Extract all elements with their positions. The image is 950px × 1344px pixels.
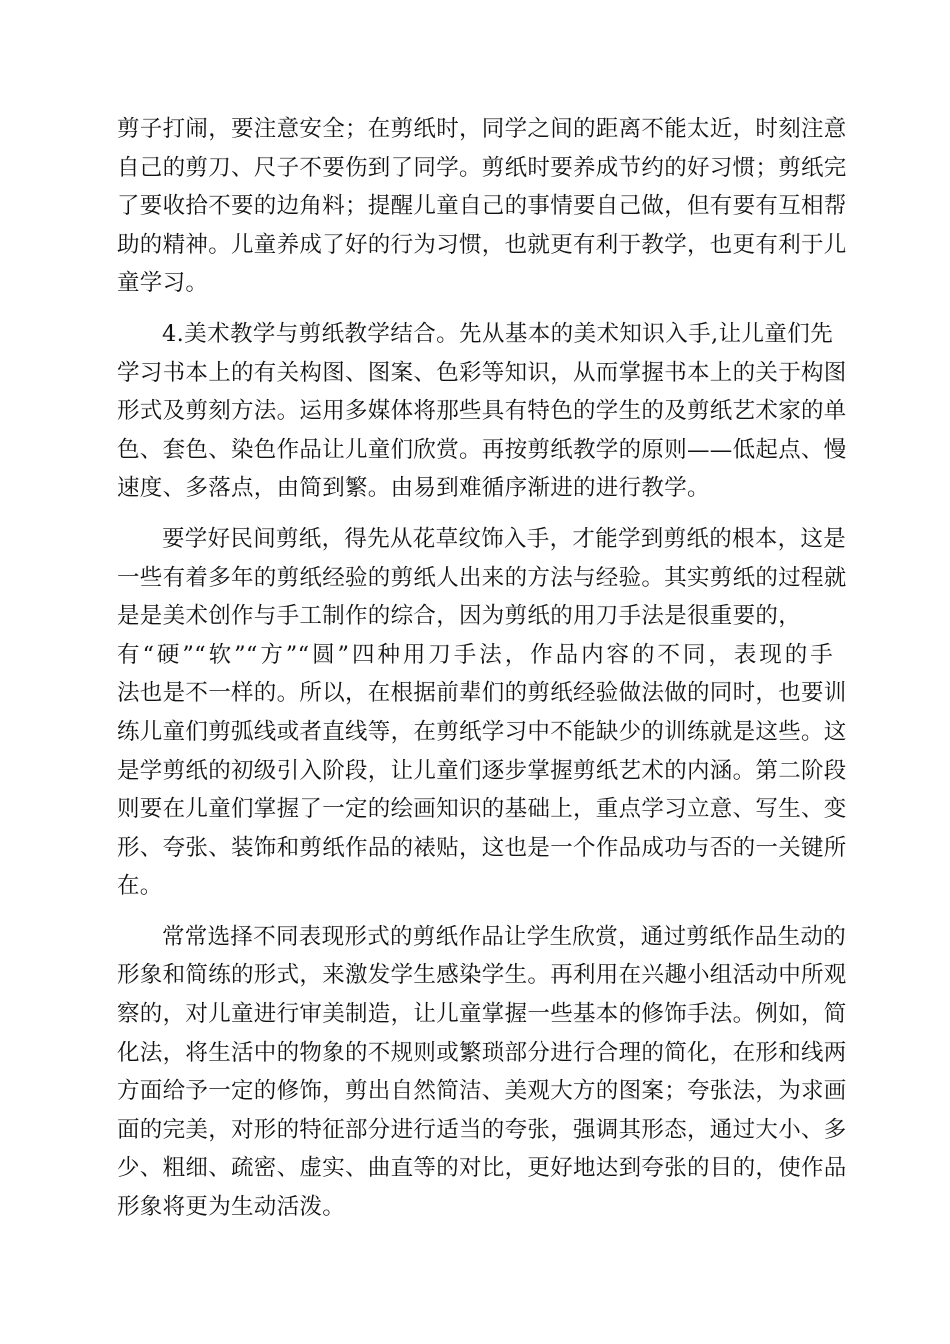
text-line: 有“硬”“软”“方”“圆”四种用刀手法，作品内容的不同，表现的手 [117, 641, 833, 668]
text-line: 了要收拾不要的边角料；提醒儿童自己的事情要自己做，但有要有互相帮 [117, 193, 847, 220]
paragraph-gap [117, 906, 833, 918]
text-line: 化法，将生活中的物象的不规则或繁琐部分进行合理的简化，在形和线两 [117, 1039, 847, 1066]
text-line: 则要在儿童们掌握了一定的绘画知识的基础上，重点学习立意、写生、变 [117, 796, 847, 823]
text-line: 形式及剪刻方法。运用多媒体将那些具有特色的学生的及剪纸艺术家的单 [117, 398, 847, 425]
text-line: 在。 [117, 873, 163, 900]
text-line: 4.美术教学与剪纸教学结合。先从基本的美术知识入手,让儿童们先 [162, 320, 833, 347]
text-line: 是学剪纸的初级引入阶段，让儿童们逐步掌握剪纸艺术的内涵。第二阶段 [117, 757, 847, 784]
text-line: 面的完美，对形的特征部分进行适当的夸张，强调其形态，通过大小、多 [117, 1116, 847, 1143]
paragraph-4 [117, 918, 847, 1227]
paragraph-2 [117, 315, 847, 508]
paragraph-1 [117, 110, 847, 303]
text-line: 剪子打闹，要注意安全；在剪纸时，同学之间的距离不能太近，时刻注意 [117, 116, 847, 142]
paragraph-3 [117, 520, 847, 906]
text-line: 是是美术创作与手工制作的综合，因为剪纸的用刀手法是很重要的， [117, 603, 802, 630]
paragraph-gap [117, 508, 833, 520]
text-line: 察的，对儿童进行审美制造，让儿童掌握一些基本的修饰手法。例如，简 [117, 1001, 847, 1028]
document-page [117, 110, 847, 1227]
text-line: 助的精神。儿童养成了好的行为习惯，也就更有利于教学，也更有利于儿 [117, 231, 847, 258]
text-line: 一些有着多年的剪纸经验的剪纸人出来的方法与经验。其实剪纸的过程就 [117, 564, 847, 591]
text-line: 色、套色、染色作品让儿童们欣赏。再按剪纸教学的原则——低起点、慢 [117, 436, 847, 463]
text-line: 形象和简练的形式，来激发学生感染学生。再利用在兴趣小组活动中所观 [117, 962, 847, 989]
paragraph-gap [117, 303, 833, 315]
text-line: 学习书本上的有关构图、图案、色彩等知识，从而掌握书本上的关于构图 [117, 359, 847, 386]
text-line: 形象将更为生动活泼。 [117, 1194, 346, 1221]
text-line: 方面给予一定的修饰，剪出自然简洁、美观大方的图案；夸张法，为求画 [117, 1078, 847, 1105]
text-line: 形、夸张、装饰和剪纸作品的裱贴，这也是一个作品成功与否的一关键所 [117, 834, 847, 861]
text-line: 速度、多落点，由简到繁。由易到难循序渐进的进行教学。 [117, 475, 710, 502]
text-line: 童学习。 [117, 270, 209, 297]
text-line: 少、粗细、疏密、虚实、曲直等的对比，更好地达到夸张的目的，使作品 [117, 1155, 847, 1182]
text-line: 要学好民间剪纸，得先从花草纹饰入手，才能学到剪纸的根本，这是 [162, 525, 847, 552]
text-line: 练儿童们剪弧线或者直线等，在剪纸学习中不能缺少的训练就是这些。这 [117, 718, 847, 745]
text-line: 法也是不一样的。所以，在根据前辈们的剪纸经验做法做的同时，也要训 [117, 680, 847, 707]
text-line: 常常选择不同表现形式的剪纸作品让学生欣赏，通过剪纸作品生动的 [162, 923, 847, 950]
text-line: 自己的剪刀、尺子不要伤到了同学。剪纸时要养成节约的好习惯；剪纸完 [117, 154, 847, 181]
